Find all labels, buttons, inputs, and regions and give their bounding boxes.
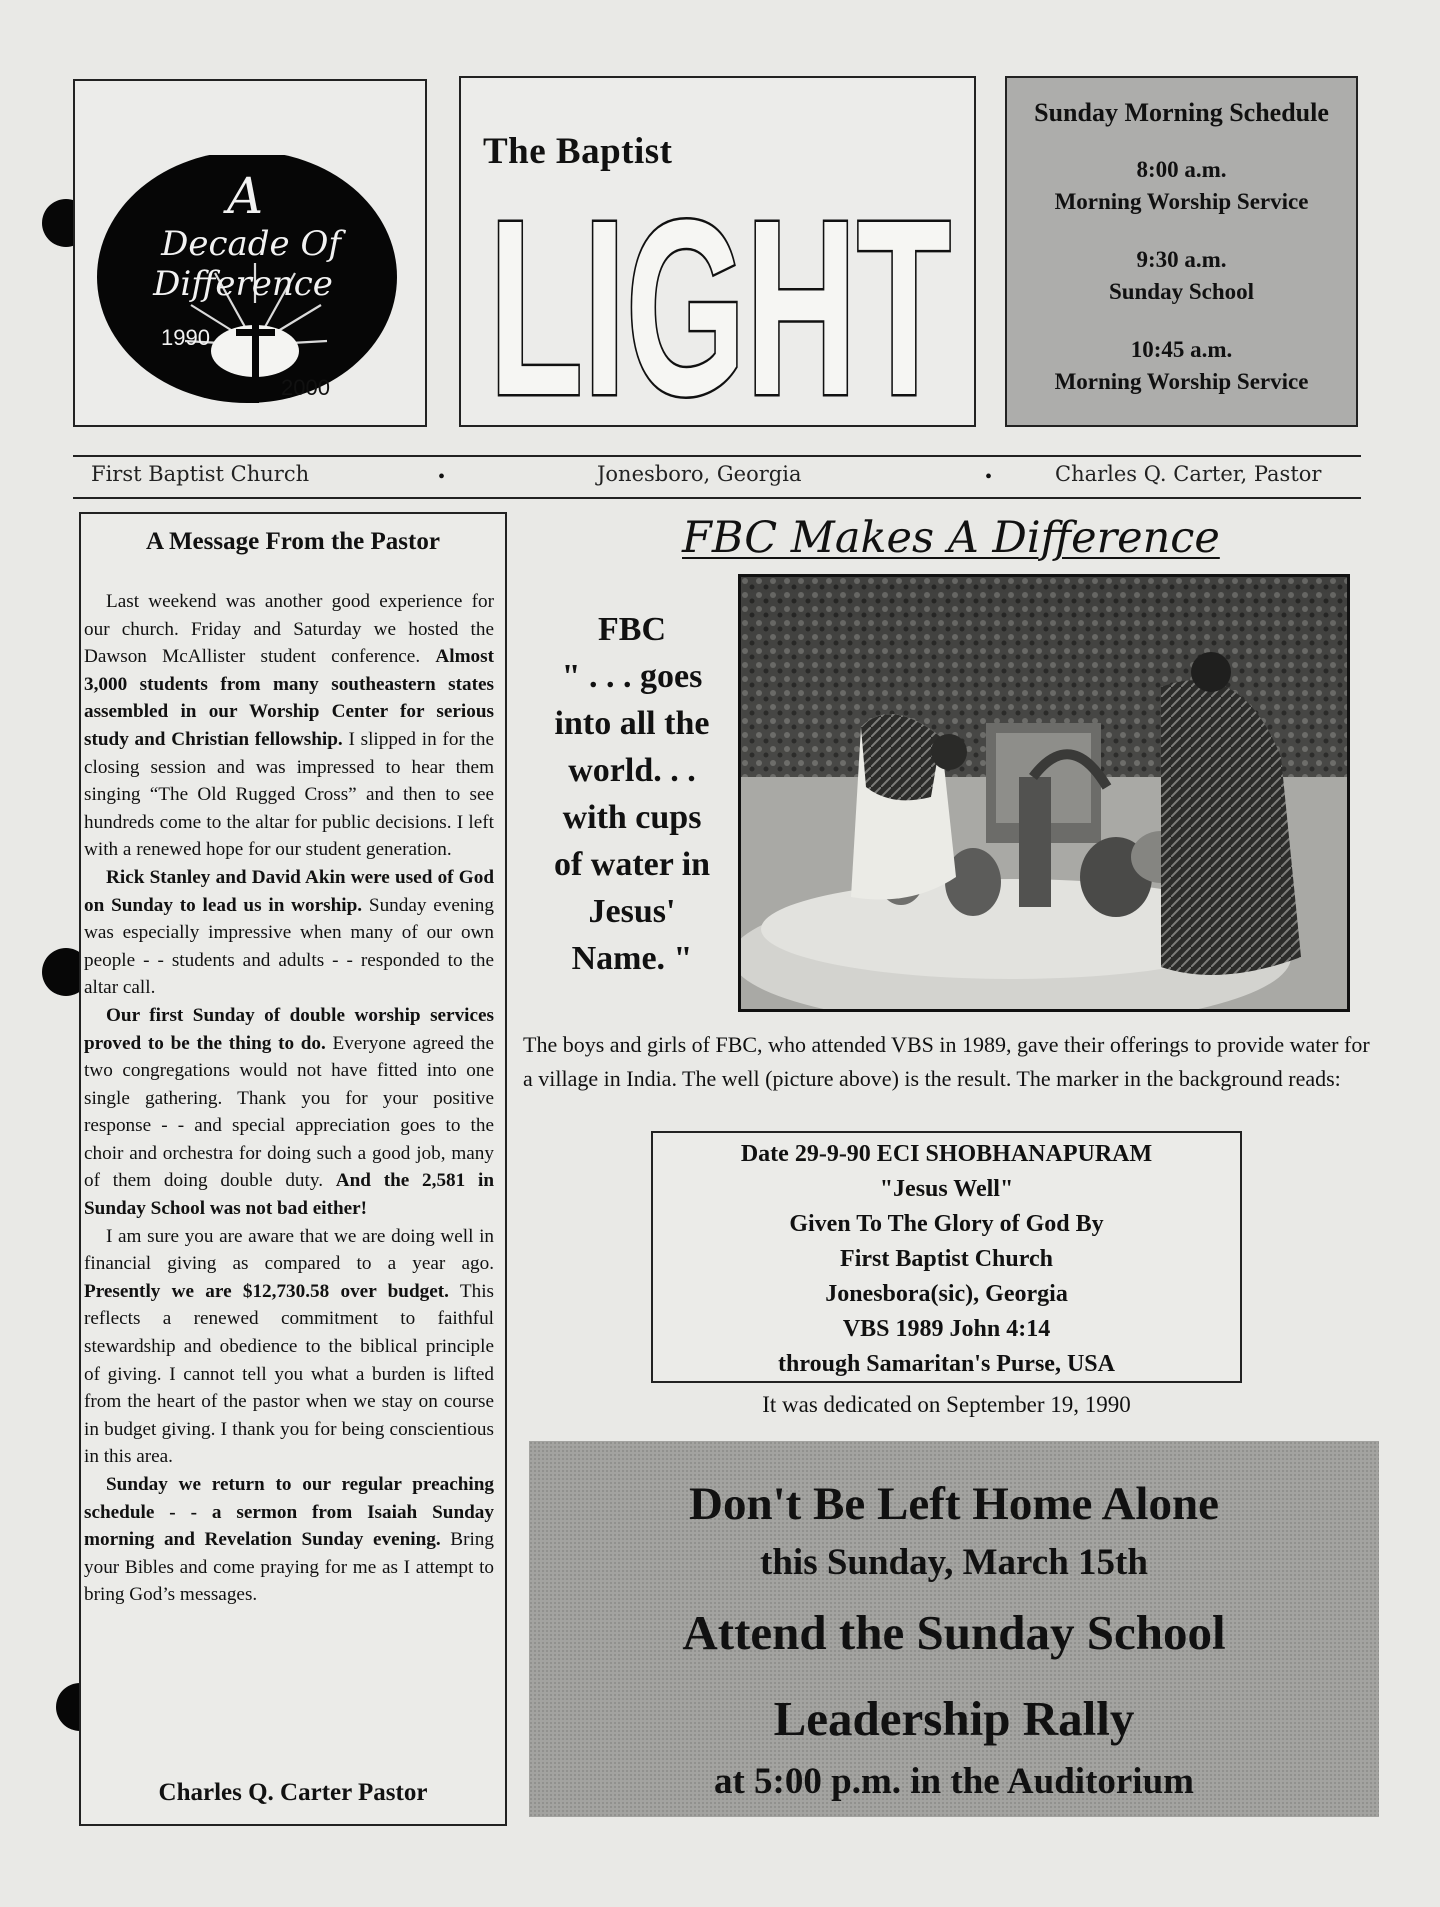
pastor-message-heading: A Message From the Pastor (146, 528, 440, 555)
feature-quote (529, 606, 735, 982)
text-run: Everyone agreed the two congregations would not have fitted into one single gathering. Thank you for your positive response - - and special appreciation goes to the choir and orchestra for doing such a good job, many of them doing double duty. (84, 1032, 494, 1192)
decade-logo-box (73, 79, 427, 427)
text-run: I slipped in for the closing session and was impressed to hear them singing “The Old Rugged Cross” and then to see hundreds come to the altar for public decisions. I left with a renewed hope for our student generation. (84, 728, 494, 861)
masthead-light-logo (485, 188, 955, 402)
schedule-label: Morning Worship Service (1054, 369, 1309, 394)
info-city: Jonesboro, Georgia (597, 462, 802, 486)
quote-line: Name. " (571, 940, 693, 977)
marker-line: Given To The Glory of God By (789, 1211, 1104, 1237)
pastor-signature: Charles Q. Carter Pastor (158, 1779, 428, 1806)
text-run: I am sure you are aware that we are doing well in financial giving as compared to a year ago. (84, 1225, 494, 1275)
marker-line: through Samaritan's Purse, USA (778, 1351, 1115, 1377)
text-run-bold: Our first Sunday of double worship services proved to be the thing to do. (84, 1004, 494, 1054)
dedication-date: It was dedicated on September 19, 1990 (762, 1392, 1131, 1417)
quote-line: of water in (553, 846, 711, 883)
quote-line: Jesus' (588, 893, 676, 930)
text-run: Sunday evening was especially impressive when many of our own people - - students and adults - - responded to the altar call. (84, 894, 494, 999)
pastor-paragraph (84, 1471, 494, 1609)
rally-date: this Sunday, March 15th (760, 1542, 1148, 1583)
quote-line: FBC (598, 611, 666, 648)
logo-year-start: 1990 (161, 325, 210, 350)
schedule-time: 8:00 a.m. (1136, 157, 1227, 182)
well-photo-illustration (741, 577, 1347, 1009)
info-strip-top-rule (73, 455, 1361, 457)
info-pastor: Charles Q. Carter, Pastor (1055, 462, 1322, 486)
marker-inscription-box (651, 1131, 1242, 1383)
logo-script-a: A (226, 167, 264, 225)
decade-logo (95, 155, 405, 409)
photo-caption: The boys and girls of FBC, who attended VBS in 1989, gave their offerings to provide water for a village in India. The well (picture above) is the result. The marker in the background reads: (523, 1032, 1370, 1091)
marker-line: VBS 1989 John 4:14 (842, 1316, 1051, 1342)
quote-line: " . . . goes (561, 658, 703, 695)
rally-headline: Don't Be Left Home Alone (689, 1478, 1219, 1530)
schedule-item (1007, 334, 1356, 398)
pastor-paragraph (84, 588, 494, 864)
text-run-bold: Rick Stanley and David Akin were used of God on Sunday to lead us in worship. (84, 866, 494, 916)
marker-line: Date 29-9-90 ECI SHOBHANAPURAM (740, 1141, 1153, 1167)
marker-line: Jonesbora(sic), Georgia (825, 1281, 1068, 1307)
feature-title: FBC Makes A Difference (682, 513, 1220, 563)
pastor-paragraph (84, 864, 494, 1002)
pastor-paragraph (84, 1002, 494, 1223)
info-bullet: • (985, 466, 993, 488)
schedule-item (1007, 244, 1356, 308)
rally-event-line-1: Attend the Sunday School (682, 1605, 1226, 1660)
rally-event-line-2: Leadership Rally (773, 1691, 1135, 1746)
info-strip-bottom-rule (73, 497, 1361, 499)
schedule-title: Sunday Morning Schedule (1034, 98, 1329, 127)
logo-year-end: 2000 (281, 375, 330, 400)
text-run-bold: Presently we are $12,730.58 over budget. (84, 1280, 449, 1302)
masthead-the-baptist: The Baptist (483, 131, 673, 172)
schedule-time: 9:30 a.m. (1136, 247, 1227, 272)
rally-time-place: at 5:00 p.m. in the Auditorium (713, 1761, 1194, 1802)
masthead-box (459, 76, 976, 427)
schedule-label: Sunday School (1108, 279, 1255, 304)
info-bullet: • (438, 466, 446, 488)
text-run: Bring your Bibles and come praying for me as I attempt to bring God’s messages. (84, 1529, 494, 1606)
sunday-schedule-box (1005, 76, 1358, 427)
logo-script-difference: Difference (153, 264, 333, 304)
text-run: Last weekend was another good experience for our church. Friday and Saturday we hosted the Dawson McAllister student conference. (84, 591, 494, 668)
schedule-label: Morning Worship Service (1054, 189, 1309, 214)
quote-line: world. . . (568, 752, 696, 789)
masthead-light: LIGHT (489, 188, 951, 402)
well-photo (738, 574, 1350, 1012)
logo-script-decade: Decade Of (161, 224, 341, 264)
text-run-bold: Sunday we return to our regular preaching schedule - - a sermon from Isaiah Sunday morning and Revelation Sunday evening. (84, 1474, 494, 1551)
quote-line: into all the (554, 705, 710, 742)
marker-line: First Baptist Church (840, 1246, 1053, 1272)
rally-announcement-box (529, 1441, 1379, 1817)
text-run-bold: And the 2,581 in Sunday School was not bad either! (84, 1170, 494, 1220)
pastor-paragraph (84, 1223, 494, 1471)
schedule-item (1007, 154, 1356, 218)
quote-line: with cups (562, 799, 702, 836)
text-run: This reflects a renewed commitment to faithful stewardship and obedience to the biblical principle of giving. I cannot tell you what a burden is lifted from the heart of the pastor when we stay on course in budget giving. I thank you for being conscientious in this area. (84, 1280, 494, 1468)
info-church-name: First Baptist Church (91, 462, 310, 486)
text-run-bold: Almost 3,000 students from many southeastern states assembled in our Worship Center for serious study and Christian fellowship. (84, 646, 494, 750)
schedule-time: 10:45 a.m. (1130, 337, 1233, 362)
pastor-message-body (84, 588, 494, 1609)
marker-line: "Jesus Well" (879, 1176, 1014, 1202)
